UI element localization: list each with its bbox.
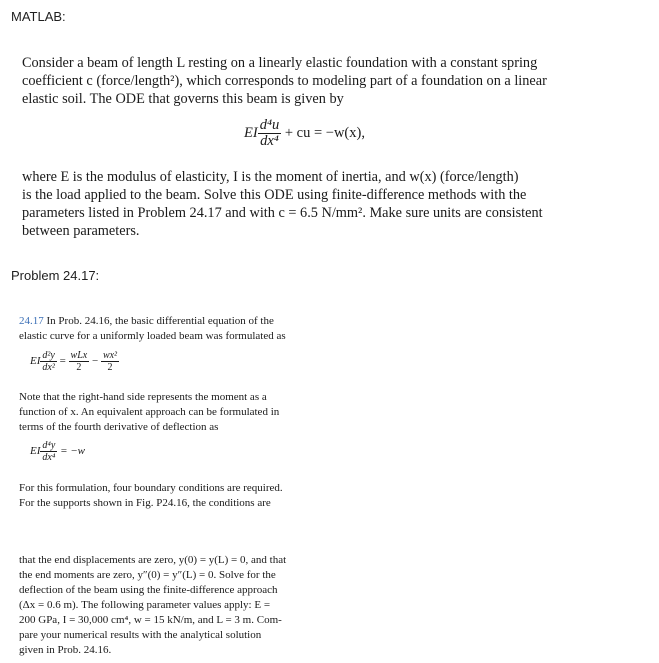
eq1-term1-numerator: wLx — [70, 350, 88, 361]
cond-line-3: deflection of the beam using the finite-difference approach — [19, 584, 278, 596]
where-line-3: parameters listed in Problem 24.17 and with c = 6.5 N/mm². Make sure units are consistent — [22, 205, 543, 221]
ode-derivative — [258, 118, 282, 149]
problem-conditions — [19, 553, 306, 658]
cond-line-4: (Δx = 0.6 m). The following parameter values apply: E = — [19, 599, 271, 611]
cond-line-2: the end moments are zero, y″(0) = y″(L) = 0. Solve for the — [19, 569, 276, 581]
problem-intro — [19, 314, 306, 344]
beam-ode — [244, 118, 365, 149]
ode-rest: + cu = −w(x), — [281, 124, 365, 141]
eq1-term2-numerator: wx² — [102, 350, 118, 361]
cond-line-6: pare your numerical results with the analytical solution — [19, 629, 262, 641]
eq1-minus: − — [91, 355, 99, 368]
bc-line-1: For this formulation, four boundary conditions are required. — [19, 482, 283, 494]
eq2-numerator: d⁴y — [42, 440, 56, 451]
intro-line-3: elastic soil. The ODE that governs this beam is given by — [22, 91, 344, 107]
note-line-2: function of x. An equivalent approach can be formulated in — [19, 406, 280, 418]
where-line-4: between parameters. — [22, 223, 140, 239]
problem-line-1-text: In Prob. 24.16, the basic differential equation of the — [43, 315, 274, 327]
problem-line-1 — [19, 314, 306, 329]
cond-line-1: that the end displacements are zero, y(0) = y(L) = 0, and that — [19, 554, 287, 566]
note-line-3: terms of the fourth derivative of deflection as — [19, 421, 219, 433]
fourth-derivative-equation — [30, 440, 85, 463]
matlab-header: MATLAB: — [11, 9, 66, 24]
problem-line-2: elastic curve for a uniformly loaded beam was formulated as — [19, 330, 286, 342]
problem-number: 24.17 — [19, 315, 44, 327]
eq1-term1 — [69, 350, 90, 373]
cond-line-7: given in Prob. 24.16. — [19, 644, 112, 656]
note-line-1: Note that the right-hand side represents the moment as a — [19, 391, 267, 403]
eq2-rhs: = −w — [60, 445, 85, 458]
cond-line-5: 200 GPa, I = 30,000 cm⁴, w = 15 kN/m, and L = 3 m. Com- — [19, 614, 282, 626]
ode-numerator: d⁴u — [259, 117, 280, 133]
problem-header: Problem 24.17: — [11, 268, 100, 283]
ode-coefficient: EI — [244, 124, 258, 141]
eq1-denominator: dx² — [42, 362, 55, 373]
eq1-equals: = — [59, 355, 66, 368]
where-line-1: where E is the modulus of elasticity, I is the moment of inertia, and w(x) (force/length) — [22, 169, 519, 185]
where-line-2: is the load applied to the beam. Solve this ODE using finite-difference methods with the — [22, 187, 527, 203]
problem-note — [19, 390, 306, 435]
eq1-term2 — [101, 350, 119, 373]
ode-denominator: dx⁴ — [260, 133, 279, 149]
intro-line-1: Consider a beam of length L resting on a linearly elastic foundation with a constant spring — [22, 55, 538, 71]
eq1-coefficient: EI — [30, 355, 41, 368]
eq1-numerator: d²y — [42, 350, 55, 361]
where-paragraph — [22, 168, 608, 240]
intro-paragraph — [22, 54, 608, 108]
intro-line-2: coefficient c (force/length²), which corresponds to modeling part of a foundation on a linear — [22, 73, 547, 89]
eq2-coefficient: EI — [30, 445, 41, 458]
moment-equation — [30, 350, 119, 373]
eq1-derivative — [40, 350, 56, 373]
eq1-term2-denominator: 2 — [107, 362, 113, 373]
eq2-derivative — [40, 440, 57, 463]
eq2-denominator: dx⁴ — [42, 452, 56, 463]
bc-line-2: For the supports shown in Fig. P24.16, the conditions are — [19, 497, 271, 509]
eq1-term1-denominator: 2 — [76, 362, 82, 373]
problem-bc-intro — [19, 481, 306, 511]
